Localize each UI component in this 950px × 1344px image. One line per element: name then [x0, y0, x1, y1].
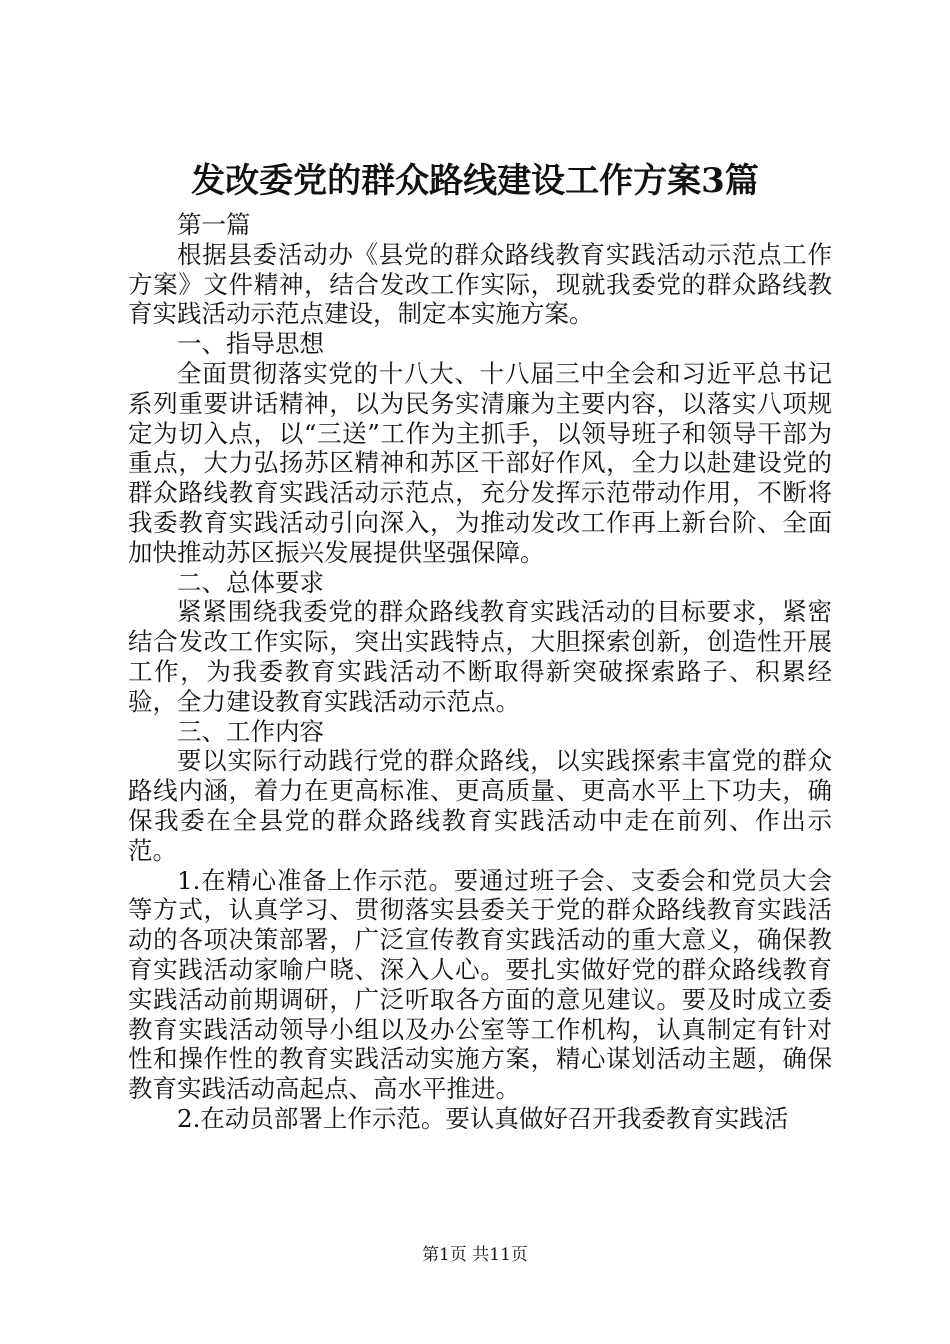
- section-heading-overall-requirements: 二、总体要求: [177, 567, 324, 597]
- item-1-paragraph: 1.在精心准备上作示范。要通过班子会、支委会和党员大会等方式，认真学习、贯彻落实县委关于党的群众路线教育实践活动的各项决策部署，广泛宣传教育实践活动的重大意义，确保教育实践活动家喻户晓、深入人心。要扎实做好党的群众路线教育实践活动前期调研，广泛听取各方面的意见建议。要及时成立委教育实践活动领导小组以及办公室等工作机构，认真制定有针对性和操作性的教育实践活动实施方案，精心谋划活动主题，确保教育实践活动高起点、高水平推进。: [128, 865, 832, 1104]
- section-heading-guiding-thought: 一、指导思想: [177, 329, 324, 359]
- work-content-paragraph: 要以实际行动践行党的群众路线，以实践探索丰富党的群众路线内涵，着力在更高标准、更高质量、更高水平上下功夫，确保我委在全县党的群众路线教育实践活动中走在前列、作出示范。: [128, 746, 832, 865]
- item-2-paragraph: 2.在动员部署上作示范。要认真做好召开我委教育实践活: [177, 1103, 789, 1133]
- guiding-thought-paragraph: 全面贯彻落实党的十八大、十八届三中全会和习近平总书记系列重要讲话精神，以为民务实清廉为主要内容，以落实八项规定为切入点，以“三送”工作为主抓手，以领导班子和领导干部为重点，大力弘扬苏区精神和苏区干部好作风，全力以赴建设党的群众路线教育实践活动示范点，充分发挥示范带动作用，不断将我委教育实践活动引向深入，为推动发改工作再上新台阶、全面加快推动苏区振兴发展提供坚强保障。: [128, 358, 832, 567]
- page-number-footer: 第1页 共11页: [422, 1245, 528, 1265]
- section-heading-part-one: 第一篇: [177, 210, 251, 239]
- document-body: [128, 210, 832, 1134]
- section-heading-work-content: 三、工作内容: [177, 716, 324, 746]
- overall-requirements-paragraph: 紧紧围绕我委党的群众路线教育实践活动的目标要求，紧密结合发改工作实际，突出实践特点，大胆探索创新，创造性开展工作，为我委教育实践活动不断取得新突破探索路子、积累经验，全力建设教育实践活动示范点。: [128, 597, 832, 716]
- intro-paragraph: 根据县委活动办《县党的群众路线教育实践活动示范点工作方案》文件精神，结合发改工作实际，现就我委党的群众路线教育实践活动示范点建设，制定本实施方案。: [128, 239, 832, 329]
- document-title: 发改委党的群众路线建设工作方案3篇: [191, 161, 759, 201]
